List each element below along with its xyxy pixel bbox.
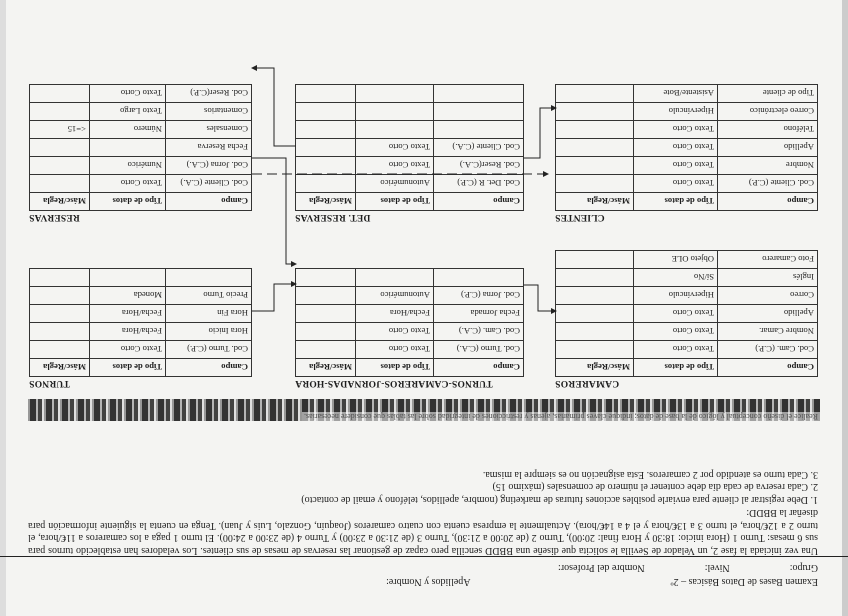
table-cell: Texto Corto: [634, 305, 718, 323]
table-cell: [30, 85, 90, 103]
table-cell: [296, 287, 356, 305]
table-cell: [90, 269, 166, 287]
name-label: Apellidos y Nombre:: [386, 576, 471, 587]
table-title: CLIENTES: [555, 212, 605, 222]
table-row: [556, 341, 818, 359]
table-cell: Cod. Cam. (C.P.): [718, 341, 818, 359]
table-cell: Precio Turno: [166, 287, 252, 305]
table-row: [556, 251, 818, 269]
table-cell: [30, 341, 90, 359]
table-row: [296, 305, 524, 323]
column-header: Campo: [166, 193, 252, 211]
table-title: DET. RESERVAS: [295, 212, 371, 222]
column-header: Tipo de datos: [634, 193, 718, 211]
table-row: [296, 269, 524, 287]
table-cell: [556, 269, 634, 287]
level-label: Nivel:: [704, 562, 730, 573]
table-row: [30, 103, 252, 121]
table-cell: [434, 103, 524, 121]
table-cell: Texto Corto: [356, 341, 434, 359]
table-cell: Texto Corto: [90, 85, 166, 103]
column-header: Tipo de datos: [356, 359, 434, 377]
table-row: [556, 121, 818, 139]
table-cell: [296, 85, 356, 103]
table-cell: Número: [90, 121, 166, 139]
table-row: [556, 103, 818, 121]
table-cell: Autonumérico: [356, 175, 434, 193]
intro-paragraph: Una vez iniciada la fase 2, un Velador de Sevilla le solicita que diseñe una BBDD sencilla pero capaz de gestionar las reservas de mesas de sus clientes. Los veladores han establecido turnos para sus 6 mesas: Turno 1 (Hora inicio: 18:30 y Hora final: 20:00), Turno 2 (de 20:00 a 21:30), Turno 3 (de 21:30 a 23:00) y Turno 4 (de 23:00 a 24:00). El turno 1 paga a los camareros a 11€/hora, el turno 2 a 12€/hora, el turno 3 a 13€/hora y el 4 a 14€/hora). Actualmente la empresa cuenta con cuatro camareros (Joaquín, Gonzalo, Luis y Juan). Tenga en cuenta la siguiente información para diseñar la BBDD:: [28, 507, 818, 556]
table-cell: Apellido: [718, 139, 818, 157]
table-cell: Texto Largo: [90, 103, 166, 121]
table-cell: Cod. Cliente (C.A.): [434, 139, 524, 157]
exam-title: Examen Bases de Datos Básicas – 2º: [670, 576, 818, 587]
scan-edge-right: [0, 0, 6, 616]
column-header: Másc/Regla: [556, 193, 634, 211]
table-cell: Texto Corto: [90, 341, 166, 359]
noise-text: Realice el diseño conceptual y lógico de la base de datos; indique claves primarias, ajenas y restricciones de integridad sobre las tablas que considere necesarias.: [303, 412, 818, 421]
table-row: [296, 323, 524, 341]
table-cell: [434, 85, 524, 103]
table-header-row: [556, 359, 818, 377]
problem-statement: [28, 468, 818, 557]
table-cell: Correo: [718, 287, 818, 305]
table-cell: [296, 269, 356, 287]
table-cell: [30, 157, 90, 175]
column-header: Másc/Regla: [556, 359, 634, 377]
table-cell: [556, 323, 634, 341]
arrow-detreservas-to-reservas: [252, 68, 296, 146]
table-cell: Hora Fin: [166, 305, 252, 323]
table-cell: Texto Corto: [356, 139, 434, 157]
table-cell: Fecha Jornada: [434, 305, 524, 323]
table-row: [30, 175, 252, 193]
requirement-item: 2. Cada reserva de cada día debe contener el número de comensales (máximo 15): [492, 481, 818, 493]
table-cell: Texto Corto: [90, 175, 166, 193]
table-cell: Cod. Cliente (C.P.): [718, 175, 818, 193]
table-cell: Texto Corto: [356, 323, 434, 341]
table-cell: [166, 269, 252, 287]
table-row: [296, 121, 524, 139]
table-cell: Moneda: [90, 287, 166, 305]
table-clientes: [555, 84, 818, 224]
table-row: [296, 139, 524, 157]
table-row: [296, 103, 524, 121]
table-camareros: [555, 250, 818, 390]
table-row: [30, 157, 252, 175]
table-cell: Cod. Reser(C.P.): [166, 85, 252, 103]
table-cell: [296, 121, 356, 139]
table-cell: [30, 139, 90, 157]
table-cell: Fecha/Hora: [90, 323, 166, 341]
table-cell: [434, 121, 524, 139]
table-cell: [296, 157, 356, 175]
table-row: [556, 323, 818, 341]
table-header-row: [556, 193, 818, 211]
scan-noise-band: [28, 399, 820, 421]
table-header-row: [30, 359, 252, 377]
table-cell: [296, 139, 356, 157]
teacher-label: Nombre del Profesor:: [558, 562, 645, 573]
requirement-item: 3. Cada turno es atendido por 2 camareros. Esta asignación no es siempre la misma.: [482, 469, 818, 480]
table-cell: [556, 341, 634, 359]
table-row: [30, 139, 252, 157]
column-header: Másc/Regla: [296, 359, 356, 377]
table-cell: [30, 269, 90, 287]
table-cell: [556, 85, 634, 103]
table-row: [296, 85, 524, 103]
exam-header: [38, 560, 818, 588]
column-header: Campo: [434, 359, 524, 377]
table-cell: Texto Corto: [634, 157, 718, 175]
table-cell: Fecha Reserva: [166, 139, 252, 157]
header-rule: [0, 556, 848, 557]
table-cell: Texto Corto: [634, 341, 718, 359]
table-cell: Cod. Jorna (C.A.): [166, 157, 252, 175]
table-cell: [556, 287, 634, 305]
table-cell: [356, 121, 434, 139]
table-cell: [30, 323, 90, 341]
table-cell: Autonumérico: [356, 287, 434, 305]
table-cell: Cod. Cam. (C.A.): [434, 323, 524, 341]
column-header: Tipo de datos: [356, 193, 434, 211]
table-cell: [556, 103, 634, 121]
table-cell: [556, 157, 634, 175]
table-cell: Foto Camarero: [718, 251, 818, 269]
table-row: [30, 341, 252, 359]
table-row: [30, 269, 252, 287]
table-cell: Tipo de cliente: [718, 85, 818, 103]
table-cell: Correo electrónico: [718, 103, 818, 121]
table-cell: [556, 305, 634, 323]
table-row: [556, 85, 818, 103]
table-row: [556, 175, 818, 193]
table-cell: [296, 341, 356, 359]
table-cell: [556, 121, 634, 139]
table-cell: Sí/No: [634, 269, 718, 287]
table-cell: [556, 251, 634, 269]
table-cell: [296, 323, 356, 341]
column-header: Másc/Regla: [296, 193, 356, 211]
table-reservas: [29, 84, 252, 224]
table-cell: [296, 305, 356, 323]
table-row: [556, 157, 818, 175]
table-cell: Comensales: [166, 121, 252, 139]
column-header: Campo: [166, 359, 252, 377]
table-cell: [90, 139, 166, 157]
table-cell: Cod. Det. R (C.P.): [434, 175, 524, 193]
table-cell: Numérico: [90, 157, 166, 175]
table-cell: [356, 103, 434, 121]
table-cell: Hipervínculo: [634, 103, 718, 121]
requirement-item: 1. Debe registrar al cliente para enviarle posibles acciones futuras de marketing (nombre, apellidos, teléfono y email de contacto): [301, 494, 818, 505]
table-cell: Teléfono: [718, 121, 818, 139]
table-row: [556, 287, 818, 305]
table-cell: Fecha/Hora: [356, 305, 434, 323]
table-title: CAMAREROS: [555, 378, 620, 388]
table-row: [296, 341, 524, 359]
table-row: [30, 323, 252, 341]
table-cell: Nombre Camar.: [718, 323, 818, 341]
arrow-detreservas-to-clientes: [524, 108, 556, 158]
table-title: TURNOS-CAMAREROS-JORNADAS-HORA: [295, 378, 493, 388]
table-cell: Texto Corto: [634, 175, 718, 193]
table-cell: Cod. Jorna (C.P.): [434, 287, 524, 305]
table-cell: [296, 103, 356, 121]
table-row: [556, 269, 818, 287]
table-cell: Nombre: [718, 157, 818, 175]
table-cell: Texto Corto: [356, 157, 434, 175]
table-title: RESERVAS: [29, 212, 80, 222]
table-cell: Fecha/Hora: [90, 305, 166, 323]
table-cell: [30, 103, 90, 121]
table-det-reservas: [295, 84, 524, 224]
arrow-turnos-to-jornada: [252, 284, 296, 311]
table-header-row: [30, 193, 252, 211]
table-cell: Texto Corto: [634, 323, 718, 341]
table-row: [30, 85, 252, 103]
table-cell: [296, 175, 356, 193]
table-row: [296, 157, 524, 175]
table-cell: [356, 269, 434, 287]
table-cell: [556, 139, 634, 157]
requirements-list: [28, 468, 818, 506]
group-label: Grupo:: [789, 562, 818, 573]
table-cell: Texto Corto: [634, 139, 718, 157]
table-row: [556, 305, 818, 323]
column-header: Tipo de datos: [634, 359, 718, 377]
table-turnos: [29, 268, 252, 390]
column-header: Másc/Regla: [30, 359, 90, 377]
table-cell: Cod. Reser(C.A.): [434, 157, 524, 175]
table-cell: [30, 287, 90, 305]
table-cell: [30, 175, 90, 193]
table-cell: [434, 269, 524, 287]
table-row: [30, 305, 252, 323]
column-header: Tipo de datos: [90, 193, 166, 211]
column-header: Másc/Regla: [30, 193, 90, 211]
table-row: [30, 121, 252, 139]
table-cell: Comentarios: [166, 103, 252, 121]
table-row: [296, 287, 524, 305]
table-cell: [556, 175, 634, 193]
table-row: [556, 139, 818, 157]
column-header: Campo: [434, 193, 524, 211]
table-cell: Hipervínculo: [634, 287, 718, 305]
column-header: Campo: [718, 359, 818, 377]
table-cell: Apellido: [718, 305, 818, 323]
table-cell: <=15: [30, 121, 90, 139]
scan-edge-left: [842, 0, 848, 616]
arrow-reservas-to-jornada: [252, 158, 296, 264]
table-cell: Texto Corto: [634, 121, 718, 139]
table-cell: Asistente/Bote: [634, 85, 718, 103]
table-header-row: [296, 193, 524, 211]
arrow-camareros-to-jornada: [524, 285, 556, 311]
table-cell: Hora Inicio: [166, 323, 252, 341]
table-cell: [356, 85, 434, 103]
table-cell: Cod. Turno (C.A.): [434, 341, 524, 359]
table-cell: Cod. Turno (C.P.): [166, 341, 252, 359]
table-cell: Inglés: [718, 269, 818, 287]
table-row: [30, 287, 252, 305]
table-row: [296, 175, 524, 193]
table-cell: [30, 305, 90, 323]
table-title: TURNOS: [29, 378, 70, 388]
table-turnos-camareros: [295, 268, 524, 390]
table-cell: Cod. Cliente (C.A.): [166, 175, 252, 193]
table-header-row: [296, 359, 524, 377]
column-header: Campo: [718, 193, 818, 211]
table-cell: Objeto OLE: [634, 251, 718, 269]
column-header: Tipo de datos: [90, 359, 166, 377]
